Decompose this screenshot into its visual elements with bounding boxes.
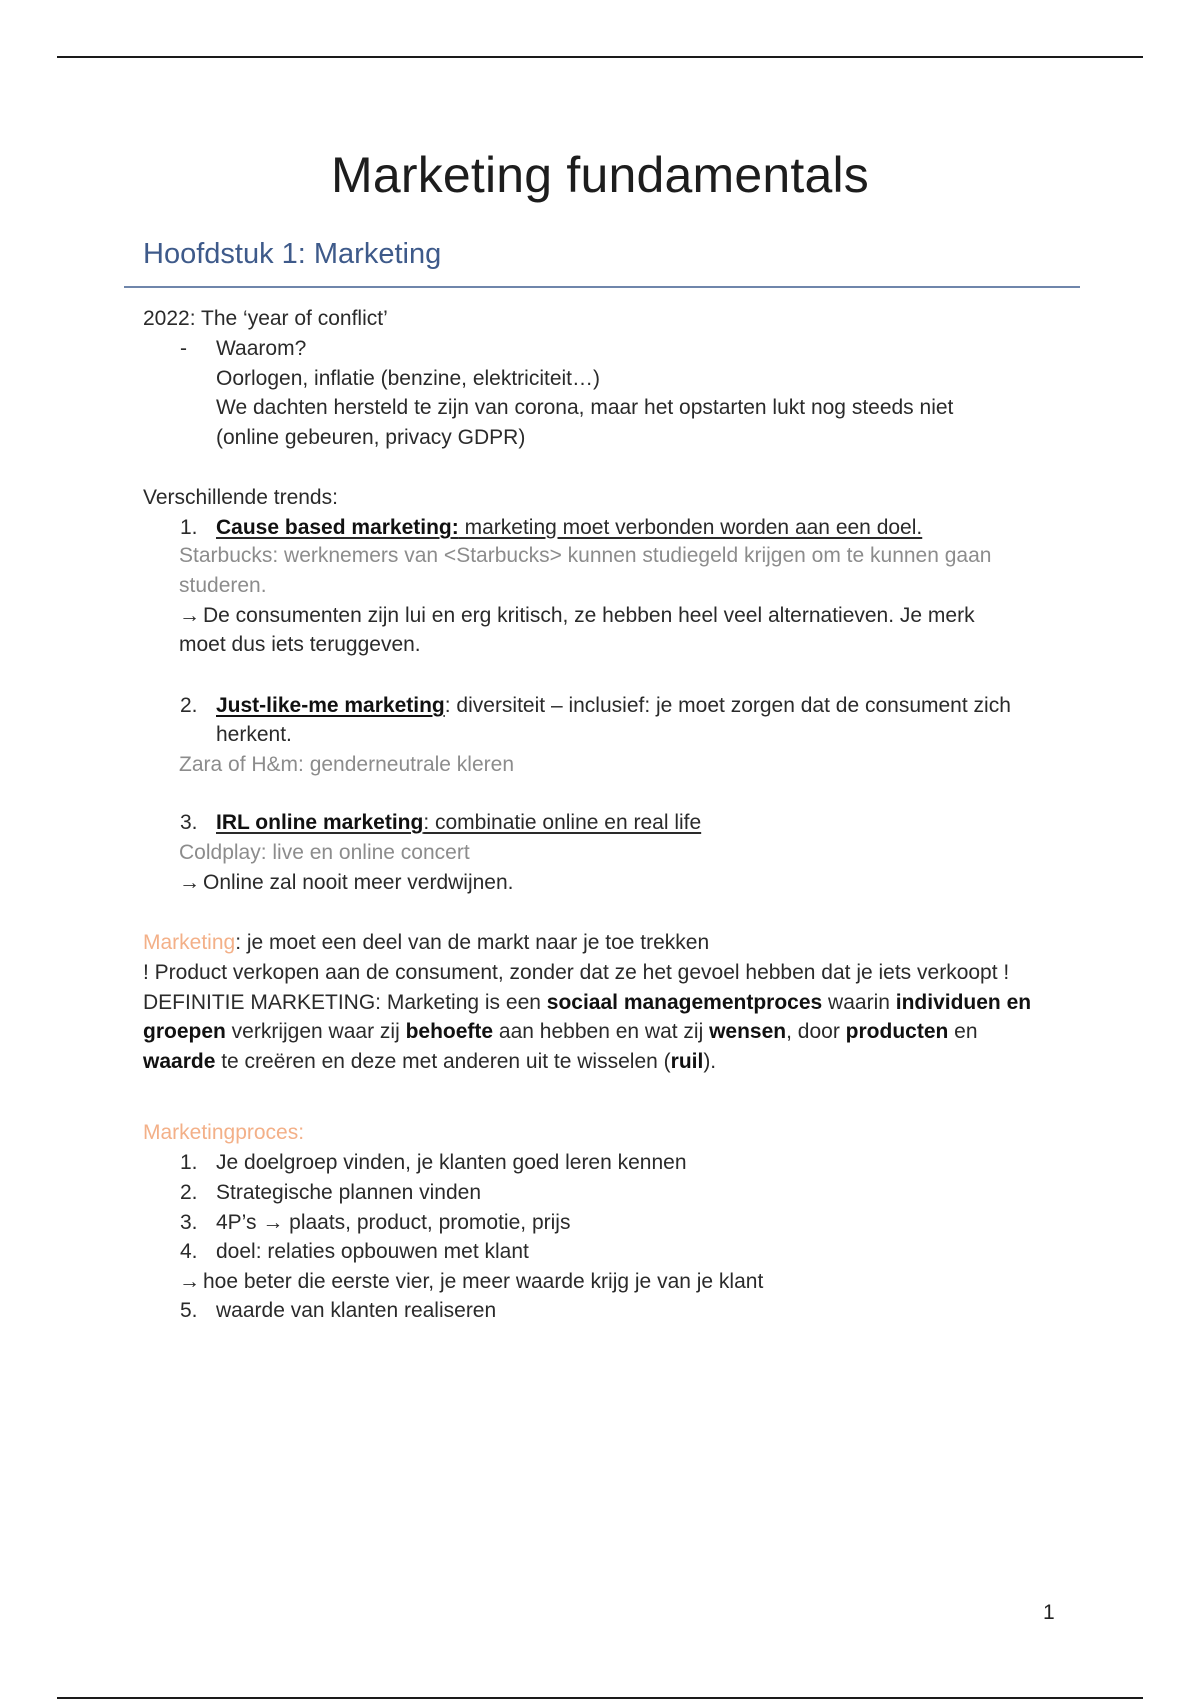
conflict-intro: 2022: The ‘year of conflict’ [143,307,388,330]
conflict-line: (online gebeuren, privacy GDPR) [216,426,526,449]
marketing-term: Marketing [143,931,236,954]
process-heading: Marketingproces: [143,1121,305,1144]
process-item: doel: relaties opbouwen met klant [216,1240,529,1263]
definition-line-1: DEFINITIE MARKETING: Marketing is een sociaal managementproces waarin individuen en [143,991,1032,1014]
conflict-question: Waarom? [216,337,307,360]
arrow-right-icon: → [262,1211,284,1234]
process-number: 2. [180,1181,198,1204]
trend-1-title [216,514,922,542]
process-number: 1. [180,1151,198,1174]
bullet-marker: - [180,337,187,360]
trend-note: → De consumenten zijn lui en erg kritisch, ze hebben heel veel alternatieven. Je merk [179,602,975,630]
marketing-intro: Marketing: je moet een deel van de markt naar je toe trekken [143,931,710,954]
process-note: → hoe beter die eerste vier, je meer waarde krijg je van je klant [179,1268,763,1296]
process-number: 3. [180,1211,198,1234]
trend-example: Coldplay: live en online concert [179,841,470,864]
conflict-line: We dachten hersteld te zijn van corona, maar het opstarten lukt nog steeds niet [216,396,954,419]
trend-number: 1. [180,516,198,539]
trend-term: IRL online marketing [216,811,424,834]
process-item: Strategische plannen vinden [216,1181,482,1204]
trend-3-title [216,809,701,837]
conflict-line: Oorlogen, inflatie (benzine, elektriciteit…) [216,367,601,390]
trend-note: → Online zal nooit meer verdwijnen. [179,869,514,897]
arrow-right-icon: → [179,604,200,627]
page-title: Marketing fundamentals [330,147,870,203]
bottom-rule [57,1697,1143,1699]
trend-number: 2. [180,694,198,717]
arrow-right-icon: → [179,871,200,894]
trend-definition: : diversiteit – inclusief: je moet zorgen dat de consument zich [444,694,1011,717]
top-rule [57,56,1143,58]
trend-term: Just-like-me marketing [216,694,445,717]
trend-2-title [216,692,1011,720]
trend-term: Cause based marketing: [216,516,459,539]
marketing-warning: ! Product verkopen aan de consument, zonder dat ze het gevoel hebben dat je iets verkoopt ! [143,961,1010,984]
process-number: 4. [180,1240,198,1263]
process-item: Je doelgroep vinden, je klanten goed leren kennen [216,1151,687,1174]
page-number: 1 [1043,1601,1055,1624]
trends-heading: Verschillende trends: [143,486,338,509]
process-item: 4P’s → plaats, product, promotie, prijs [216,1211,571,1234]
heading-underline [124,286,1080,288]
trend-definition: : combinatie online en real life [423,811,702,834]
trend-definition-cont: herkent. [216,723,292,746]
trend-example: Zara of H&m: genderneutrale kleren [179,753,515,776]
trend-note: moet dus iets teruggeven. [179,633,421,656]
trend-definition: marketing moet verbonden worden aan een doel. [458,516,923,539]
arrow-right-icon: → [179,1270,200,1293]
trend-example: Starbucks: werknemers van <Starbucks> kunnen studiegeld krijgen om te kunnen gaan [179,544,992,567]
process-number: 5. [180,1299,198,1322]
process-item: waarde van klanten realiseren [216,1299,497,1322]
chapter-heading: Hoofdstuk 1: Marketing [143,238,442,270]
definition-line-3: waarde te creëren en deze met anderen uit te wisselen (ruil). [143,1050,717,1073]
trend-number: 3. [180,811,198,834]
definition-line-2: groepen verkrijgen waar zij behoefte aan hebben en wat zij wensen, door producten en [143,1020,978,1043]
trend-example: studeren. [179,574,267,597]
